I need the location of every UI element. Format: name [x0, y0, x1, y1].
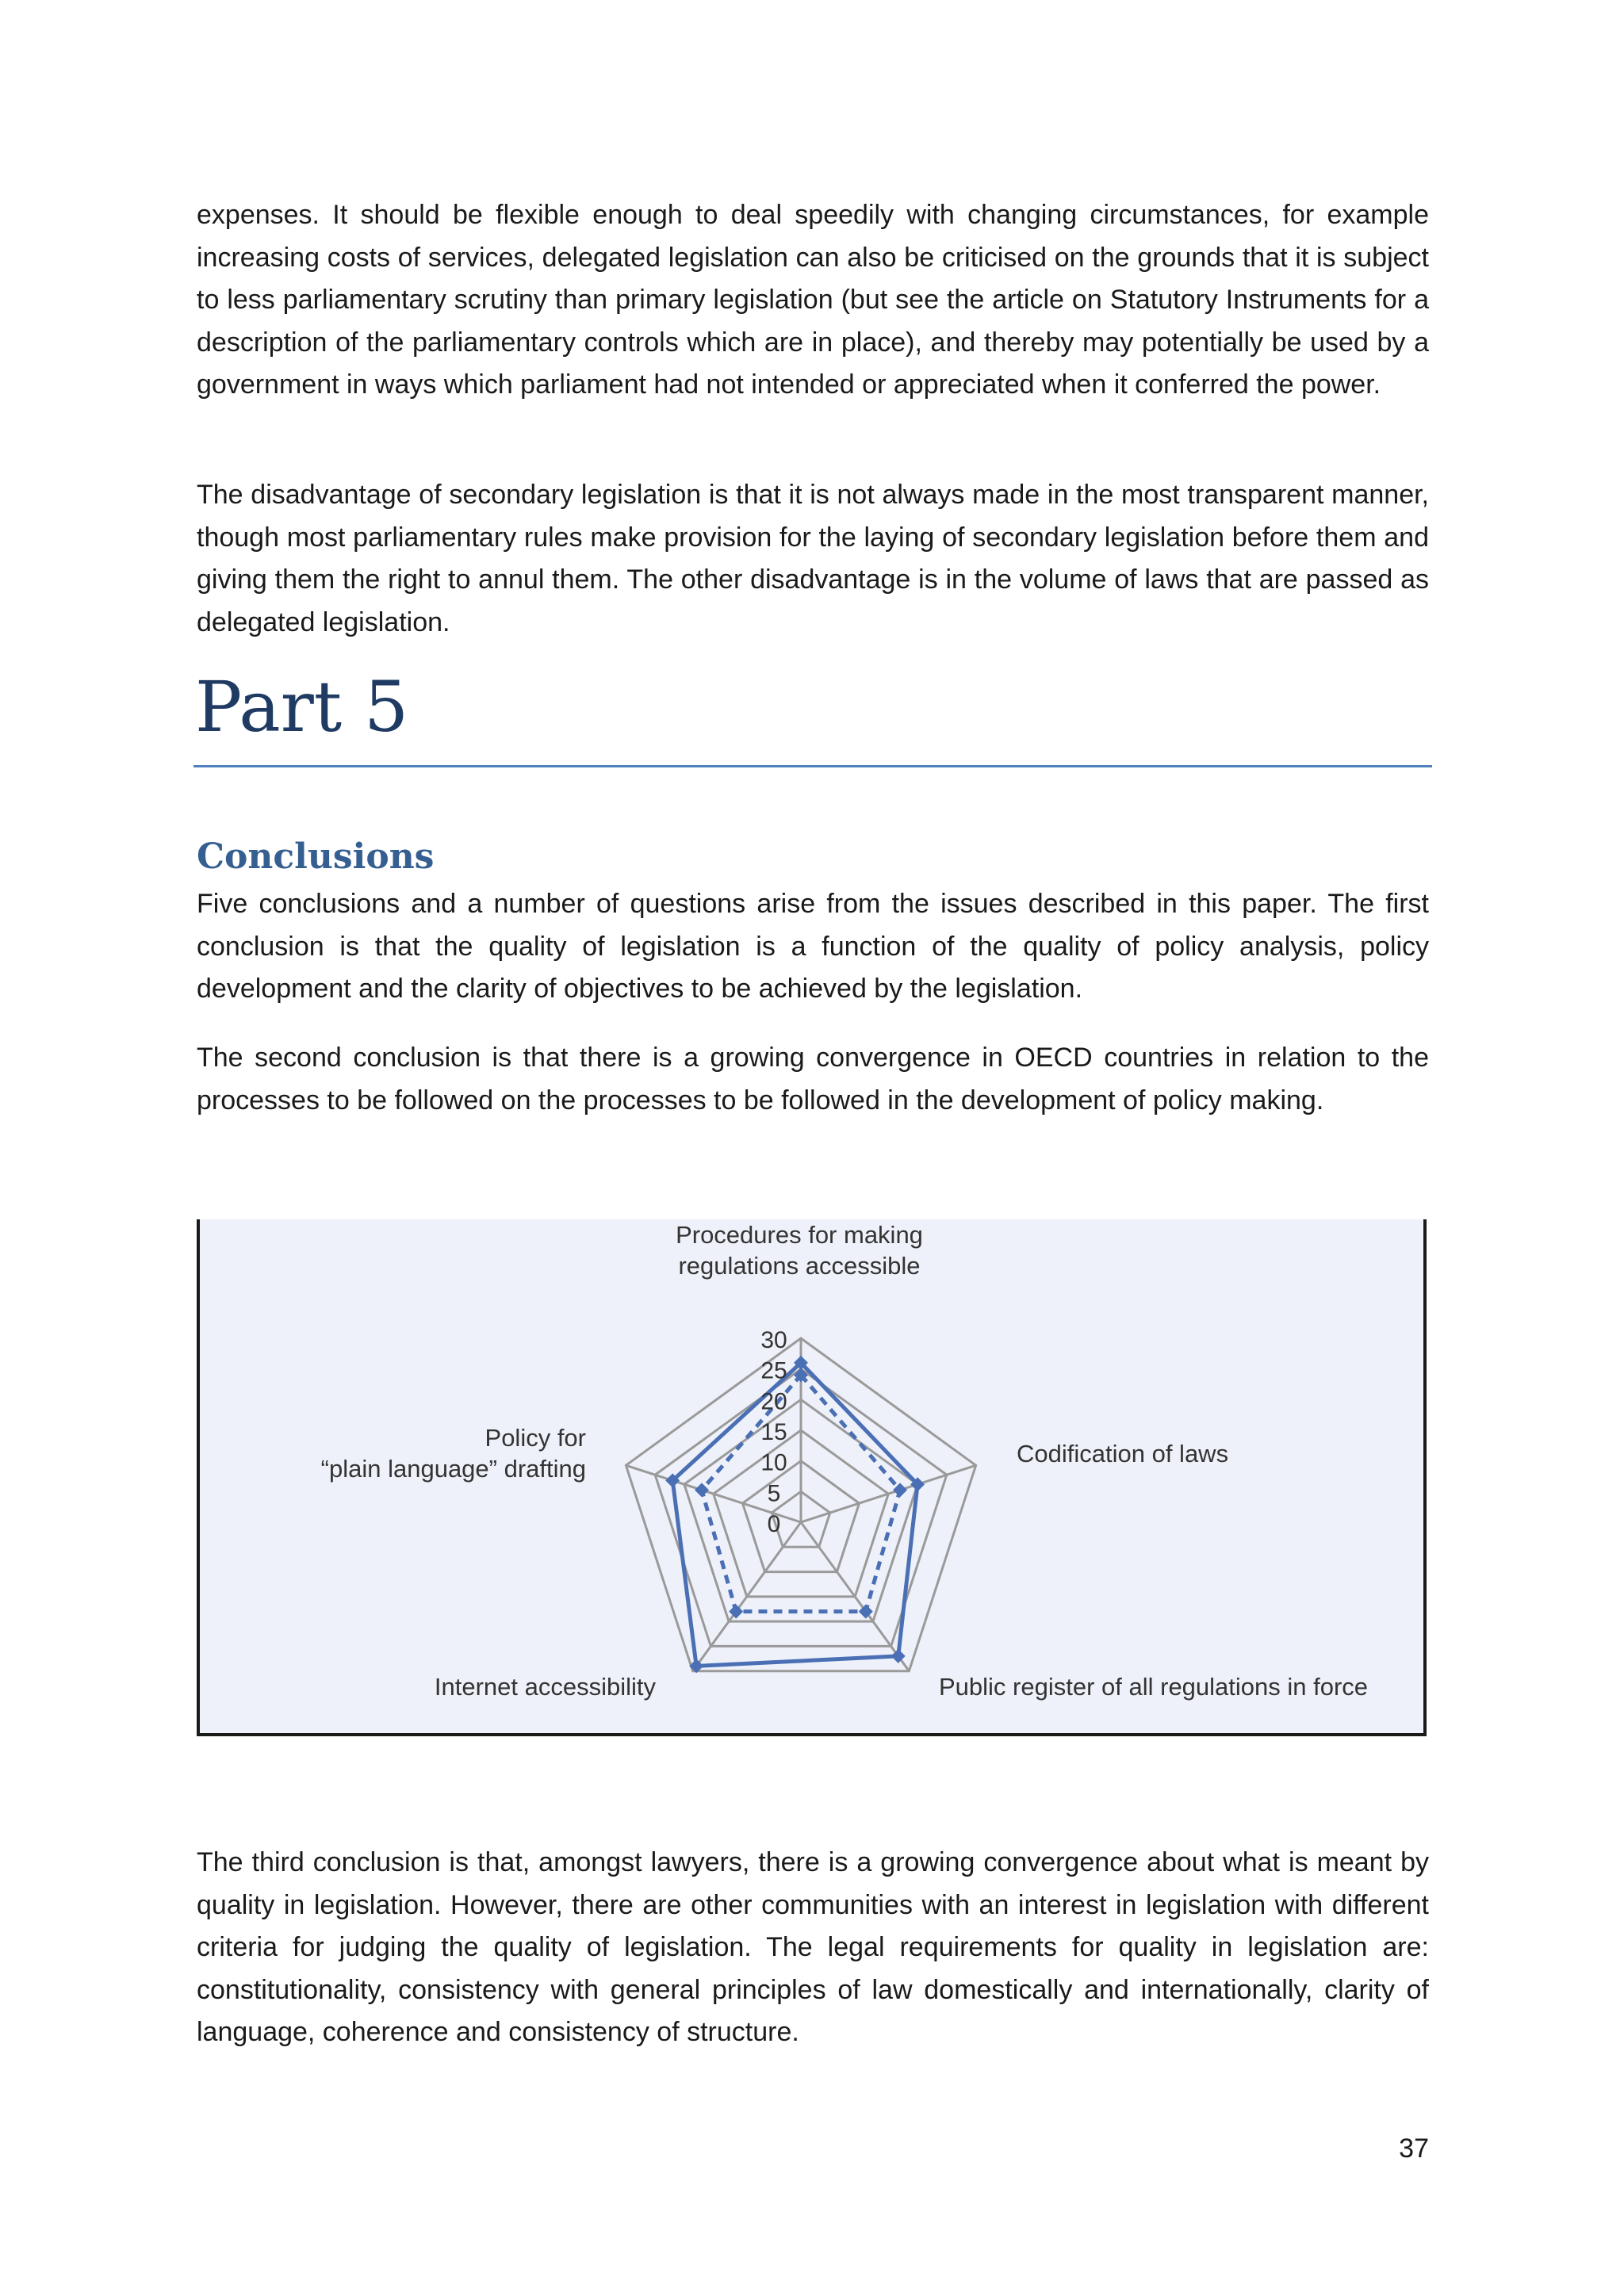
radar-axis-label: Procedures for making regulations accessible	[676, 1221, 923, 1280]
page-number: 37	[1399, 2133, 1429, 2164]
radar-tick-label: 30	[760, 1327, 787, 1353]
body-paragraph-2: The disadvantage of secondary legislation is that it is not always made in the most transparent manner, though most parliamentary rules make provision for the laying of secondary legislation before them and giving them the right to annul them. The other disadvantage is in the volume of laws that are passed as delegated legislation.	[197, 480, 1429, 637]
radar-axis-label: Internet accessibility	[434, 1673, 656, 1701]
radar-tick-label: 10	[760, 1449, 787, 1476]
radar-axis-label: Policy for “plain language” drafting	[320, 1424, 586, 1483]
part-heading: Part 5	[195, 666, 409, 748]
radar-tick-label: 0	[767, 1511, 781, 1537]
radar-spoke	[801, 1465, 976, 1522]
section-heading: Conclusions	[197, 836, 435, 877]
radar-tick-label: 20	[760, 1388, 787, 1415]
radar-tick-label: 25	[760, 1357, 787, 1384]
radar-data-point	[893, 1483, 907, 1497]
radar-tick-label: 15	[760, 1419, 787, 1445]
body-paragraph-3: Five conclusions and a number of questions arise from the issues described in this paper. The first conclusion is that the quality of legislation is a function of the quality of policy analysis, policy development and the clarity of objectives to be achieved by the legislation.	[197, 889, 1429, 1004]
radar-chart	[200, 1219, 1423, 1733]
radar-axis-label: Codification of laws	[1017, 1440, 1229, 1468]
radar-tick-label: 5	[767, 1480, 781, 1507]
radar-chart-frame	[197, 1219, 1427, 1736]
heading-rule	[193, 765, 1432, 767]
body-paragraph-1: expenses. It should be flexible enough to deal speedily with changing circumstances, for example increasing costs of services, delegated legislation can also be criticised on the grounds that it is subject to less parliamentary scrutiny than primary legislation (but see the article on Statutory Instruments for a description of the parliamentary controls which are in place), and thereby may potentially be used by a government in ways which parliament had not intended or appreciated when it conferred the power.	[197, 200, 1429, 400]
radar-axis-label: Public register of all regulations in force	[939, 1673, 1369, 1701]
body-paragraph-5: The third conclusion is that, amongst lawyers, there is a growing convergence about what is meant by quality in legislation. However, there are other communities with an interest in legislation with different criteria for judging the quality of legislation. The legal requirements for quality in legislation are: constitutionality, consistency with general principles of law domestically and internationally, clarity of language, coherence and consistency of structure.	[197, 1847, 1429, 2047]
body-paragraph-4: The second conclusion is that there is a growing convergence in OECD countries in relation to the processes to be followed on the processes to be followed in the development of policy making.	[197, 1043, 1429, 1115]
radar-data-point	[695, 1483, 709, 1497]
